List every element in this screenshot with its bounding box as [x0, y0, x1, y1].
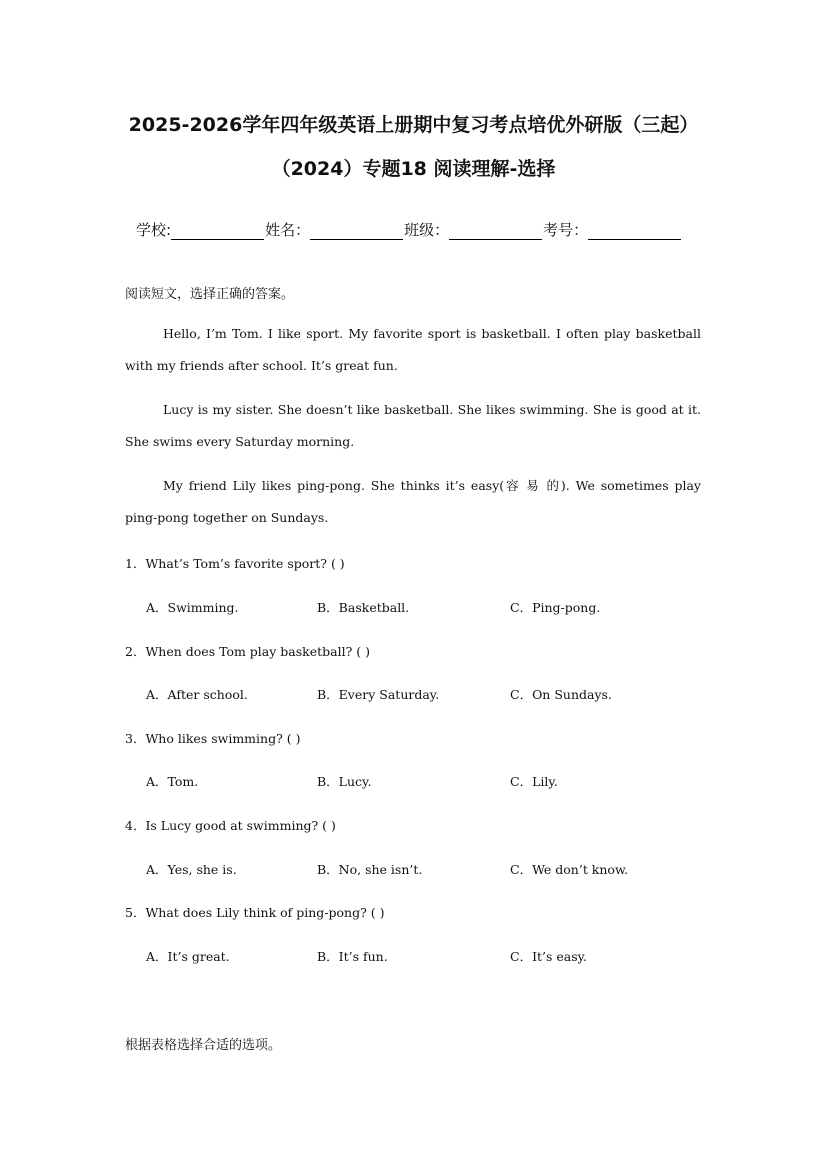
question-1-option-c[interactable]: C．Ping-pong.	[510, 600, 601, 615]
question-2-option-b[interactable]: B．Every Saturday.	[317, 687, 440, 702]
question-5-option-c[interactable]: C．It’s easy.	[510, 949, 588, 964]
paragraph-text: Lucy is my sister. She doesn’t like basketball. She likes swimming. She is good at it. She swims every Saturday morning.	[125, 402, 701, 449]
table-instruction: 根据表格选择合适的选项。	[125, 1038, 282, 1053]
school-label: 学校:	[136, 221, 172, 239]
class-blank[interactable]	[449, 223, 542, 240]
question-2-option-a[interactable]: A．After school.	[146, 687, 248, 702]
page-subtitle: （2024）专题18 阅读理解-选择	[271, 158, 556, 180]
school-blank[interactable]	[171, 223, 264, 240]
page-title: 2025-2026学年四年级英语上册期中复习考点培优外研版（三起）	[128, 114, 699, 136]
question-4-option-a[interactable]: A．Yes, she is.	[146, 862, 237, 877]
question-3-option-b[interactable]: B．Lucy.	[317, 774, 372, 789]
question-3: 3．Who likes swimming? ( )	[125, 731, 301, 746]
question-1-option-b[interactable]: B．Basketball.	[317, 600, 410, 615]
question-1-option-a[interactable]: A．Swimming.	[146, 600, 239, 615]
student-info-row	[136, 219, 682, 240]
question-5-option-a[interactable]: A．It’s great.	[146, 949, 230, 964]
question-5-option-b[interactable]: B．It’s fun.	[317, 949, 388, 964]
name-blank[interactable]	[310, 223, 403, 240]
question-4-option-b[interactable]: B．No, she isn’t.	[317, 862, 423, 877]
passage-paragraph	[125, 470, 701, 534]
passage-paragraph	[125, 318, 701, 382]
question-3-option-c[interactable]: C．Lily.	[510, 774, 558, 789]
name-label: 姓名：	[265, 221, 311, 239]
question-4: 4．Is Lucy good at swimming? ( )	[125, 818, 336, 833]
exam-no-blank[interactable]	[588, 223, 681, 240]
reading-instruction: 阅读短文，选择正确的答案。	[125, 287, 295, 302]
class-label: 班级：	[404, 221, 450, 239]
paragraph-text: My friend Lily likes ping-pong. She thinks it’s easy(容 易 的). We sometimes play ping-pong together on Sundays.	[125, 478, 701, 525]
question-2: 2．When does Tom play basketball? ( )	[125, 644, 371, 659]
paragraph-text: Hello, I’m Tom. I like sport. My favorite sport is basketball. I often play basketball with my friends after school. It’s great fun.	[125, 326, 701, 373]
question-4-option-c[interactable]: C．We don’t know.	[510, 862, 629, 877]
question-1: 1．What’s Tom’s favorite sport? ( )	[125, 556, 345, 571]
question-3-option-a[interactable]: A．Tom.	[146, 774, 199, 789]
question-2-option-c[interactable]: C．On Sundays.	[510, 687, 612, 702]
question-5: 5．What does Lily think of ping-pong? ( )	[125, 905, 385, 920]
exam-no-label: 考号：	[543, 221, 589, 239]
passage-paragraph	[125, 394, 701, 458]
